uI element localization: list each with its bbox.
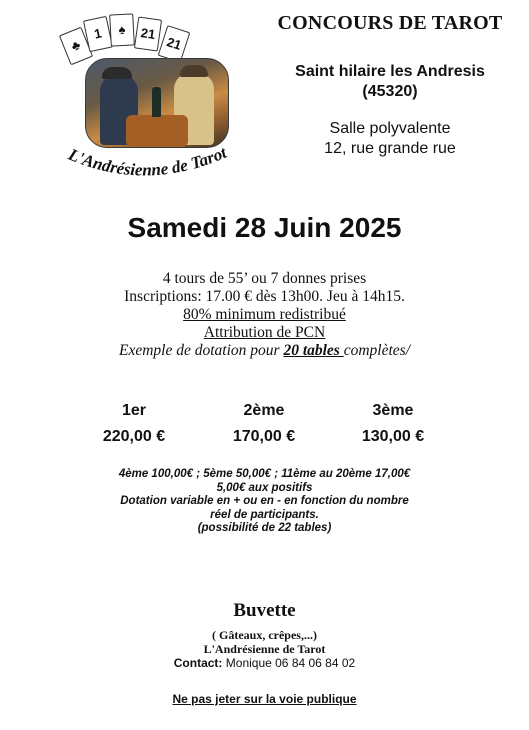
prize-example: Exemple de dotation pour 20 tables complètes/ [118,342,411,359]
prize-amount: 170,00 € [232,428,296,445]
prize-place: 2ème [243,402,285,419]
town-name: Saint hilaire les Andresis [295,63,485,80]
other-prizes-line: 5,00€ aux positifs [216,481,313,494]
prize-third [333,402,453,446]
contact-label: Contact: [173,656,223,670]
club-name-text: L'Andrésienne de Tarot [65,142,230,180]
venue [262,119,518,159]
redistribution-info: 80% minimum redistribué [183,306,346,323]
card-players-painting [85,58,229,148]
club-logo [40,8,250,198]
prize-place: 1er [121,402,147,419]
contact [0,656,529,670]
prize-first [74,402,194,446]
card-spade: ♠ [109,13,135,46]
card-club: ♣ [59,27,93,66]
other-prizes-line: Dotation variable en + ou en - en fonction du nombre [120,495,409,507]
svg-text:L'Andrésienne de Tarot [65,142,231,179]
event-date: Samedi 28 Juin 2025 [127,212,402,243]
other-prizes-line: (possibilité de 22 tables) [197,522,332,534]
buvette-menu: ( Gâteaux, crêpes,...) [212,628,317,642]
registration-info: Inscriptions: 17.00 € dès 13h00. Jeu à 14h15. [124,288,405,305]
buvette-details [0,628,529,656]
venue-name: Salle polyvalente [329,120,451,137]
card-twenty-one-b: 21 [158,25,191,63]
buvette-title: Buvette [233,600,296,621]
contact-value: Monique 06 84 06 84 02 [222,656,356,670]
postal-code: (45320) [362,83,418,100]
event-info [0,270,529,360]
buvette-organizer: L'Andrésienne de Tarot [203,642,326,656]
prize-amount: 130,00 € [361,428,425,445]
town [262,62,518,102]
card-twenty-one-a: 21 [134,16,162,51]
other-prizes-line: 4ème 100,00€ ; 5ème 50,00€ ; 11ème au 20ème 17,00€ [118,468,411,480]
other-prizes [0,468,529,536]
page-title: CONCOURS DE TAROT [277,12,503,34]
club-name-arc [40,140,250,200]
rounds-info: 4 tours de 55’ ou 7 donnes prises [162,270,367,287]
other-prizes-line: réel de participants. [210,508,319,521]
card-one: 1 [83,16,113,52]
pcn-info: Attribution de PCN [203,324,326,341]
venue-address: 12, rue grande rue [324,140,456,157]
disposal-notice: Ne pas jeter sur la voie publique [172,692,357,706]
prize-amount: 220,00 € [102,428,166,445]
prize-place: 3ème [372,402,414,419]
prize-second [204,402,324,446]
